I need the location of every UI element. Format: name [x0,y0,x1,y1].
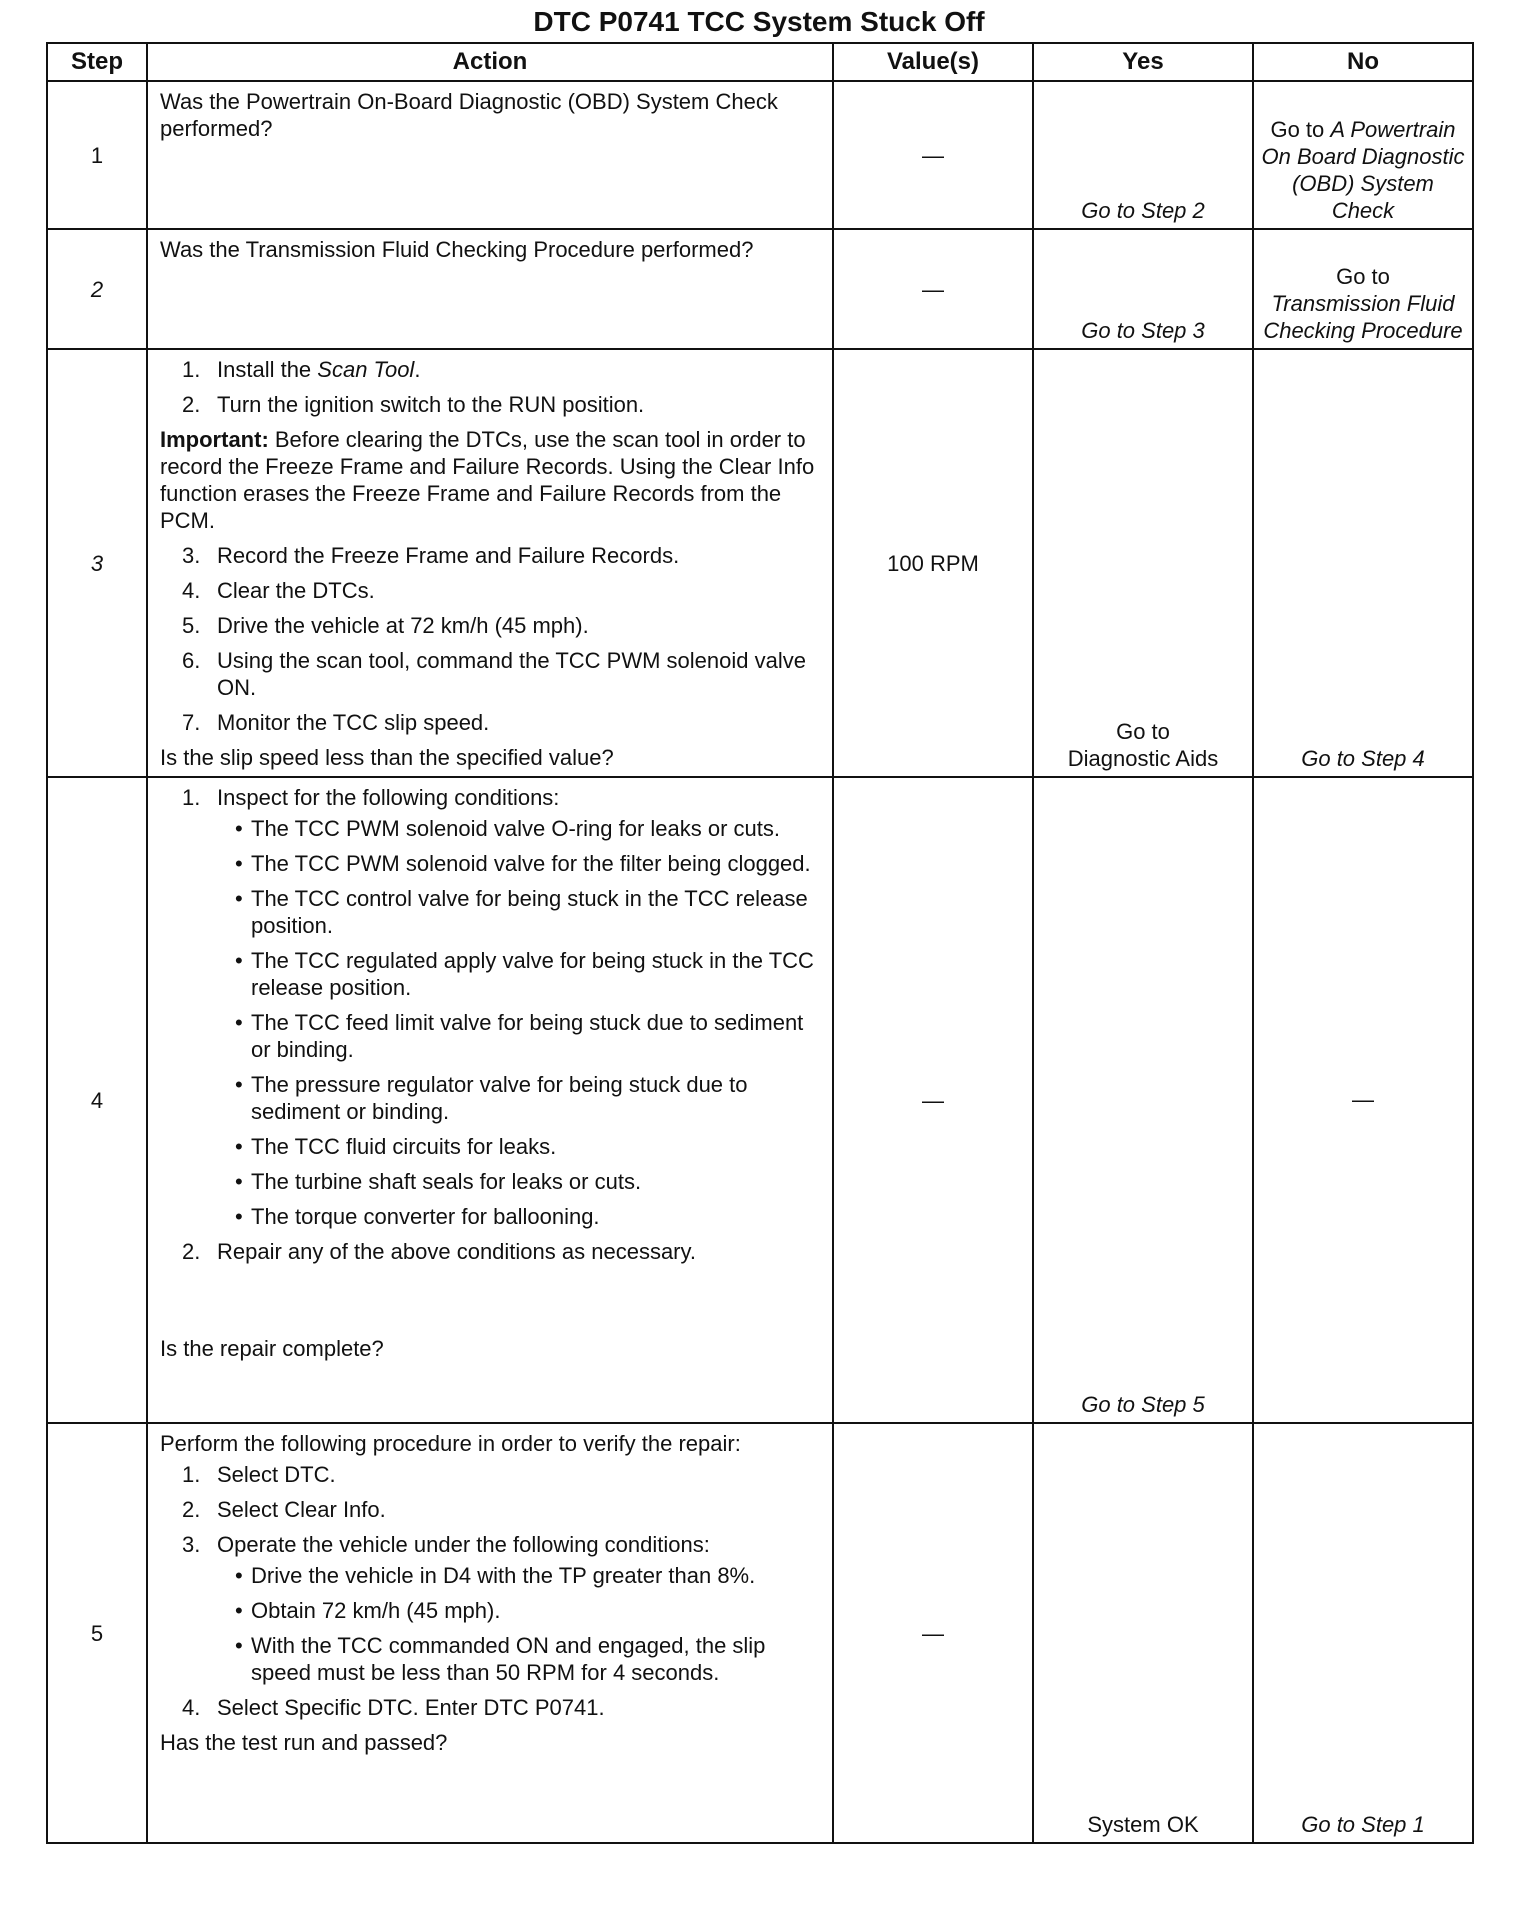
yes-cell: Go to Step 3 [1033,229,1253,349]
bullet-item: • The TCC PWM solenoid valve O-ring for leaks or cuts. [217,815,820,842]
action-text: Was the Powertrain On-Board Diagnostic (OBD) System Check performed? [160,89,778,141]
step-number: 4 [47,777,147,1423]
step-number: 1 [47,81,147,229]
list-item: 6. Using the scan tool, command the TCC PWM solenoid valve ON. [182,648,806,700]
important-note [160,426,820,534]
no-cell [1253,81,1473,229]
list-item: 4. Select Specific DTC. Enter DTC P0741. [182,1695,605,1720]
action-cell [147,1423,833,1843]
step-list-a [160,356,820,418]
page-title: DTC P0741 TCC System Stuck Off [533,6,985,37]
list-item: 2. Repair any of the above conditions as necessary. [182,1239,696,1264]
no-cell: — [1253,777,1473,1423]
bullet-item: • The TCC regulated apply valve for being stuck in the TCC release position. [217,947,820,1001]
value-cell: — [833,1423,1033,1843]
col-header-no: No [1253,43,1473,81]
question-text: Is the slip speed less than the specified value? [160,745,614,770]
no-cell [1253,229,1473,349]
bullet-item: • Drive the vehicle in D4 with the TP greater than 8%. [217,1562,820,1589]
action-cell [147,229,833,349]
value-cell: 100 RPM [833,349,1033,777]
yes-cell: Go to Diagnostic Aids [1033,349,1253,777]
action-cell [147,81,833,229]
list-item: 4. Clear the DTCs. [182,578,375,603]
header-row [47,43,1473,81]
table-row-step-5 [47,1423,1473,1843]
col-header-step: Step [47,43,147,81]
yes-cell: Go to Step 5 [1033,777,1253,1423]
step-list-b [160,542,820,736]
action-text: Was the Transmission Fluid Checking Procedure performed? [160,237,754,262]
col-header-action: Action [147,43,833,81]
action-cell [147,349,833,777]
bullet-item: • The turbine shaft seals for leaks or cuts. [217,1168,820,1195]
step-number: 2 [47,229,147,349]
diagnostic-table [46,42,1474,1844]
important-label: Important: [160,427,269,452]
table-row-step-2 [47,229,1473,349]
intro-text: Perform the following procedure in order to verify the repair: [160,1431,741,1456]
bullet-item: • The TCC control valve for being stuck in the TCC release position. [217,885,820,939]
col-header-values: Value(s) [833,43,1033,81]
important-text: Before clearing the DTCs, use the scan tool in order to record the Freeze Frame and Failure Records. Using the Clear Info function erases the Freeze Frame and Failure Records from the PCM. [160,427,815,533]
no-prefix: Go to [1270,117,1331,142]
condition-list [217,1562,820,1686]
list-item: 5. Drive the vehicle at 72 km/h (45 mph). [182,613,589,638]
bullet-item: • The torque converter for ballooning. [217,1203,820,1230]
bullet-item: • With the TCC commanded ON and engaged, the slip speed must be less than 50 RPM for 4 seconds. [217,1632,820,1686]
no-cell: Go to Step 1 [1253,1423,1473,1843]
step-number: 5 [47,1423,147,1843]
step-list [160,784,820,1265]
table-row-step-4 [47,777,1473,1423]
list-item: 2. Turn the ignition switch to the RUN position. [182,392,645,417]
step-list [160,1461,820,1721]
list-item: 3. Operate the vehicle under the following conditions: • Drive the vehicle in D4 with the TP greater than 8%. • Obtain 72 km/h (45 mph). • With the TCC commanded ON and engaged, the slip speed must be less than 50 RPM for 4 seconds. [160,1531,820,1686]
bullet-item: • Obtain 72 km/h (45 mph). [217,1597,820,1624]
no-link: Transmission Fluid Checking Procedure [1263,291,1463,343]
bullet-item: • The TCC fluid circuits for leaks. [217,1133,820,1160]
yes-cell: System OK [1033,1423,1253,1843]
value-cell: — [833,229,1033,349]
step-number: 3 [47,349,147,777]
list-item: 1. Inspect for the following conditions: • The TCC PWM solenoid valve O-ring for leaks or cuts. • The TCC PWM solenoid valve for the filter being clogged. • The TCC control valve for being stuck in the TCC release position. • The TCC regulated apply valve for being stuck in the TCC release position. • The TCC feed limit valve for being stuck due to sediment or binding. • The pressure regulator valve for being stuck due to sediment or binding. • The TCC fluid circuits for leaks. • The turbine shaft seals for leaks or cuts. • The torque converter for ballooning. [160,784,820,1230]
question-text: Has the test run and passed? [160,1730,448,1755]
no-link: A Powertrain On Board Diagnostic (OBD) System Check [1261,117,1465,223]
value-cell: — [833,777,1033,1423]
table-row-step-1 [47,81,1473,229]
action-cell [147,777,833,1423]
list-item: 2. Select Clear Info. [182,1497,386,1522]
bullet-item: • The TCC PWM solenoid valve for the filter being clogged. [217,850,820,877]
list-item: 3. Record the Freeze Frame and Failure Records. [182,543,680,568]
question-text: Is the repair complete? [160,1336,384,1361]
no-prefix: Go to [1336,264,1390,289]
table-row-step-3 [47,349,1473,777]
value-cell: — [833,81,1033,229]
list-item: 1. Select DTC. [182,1462,336,1487]
list-item: 7. Monitor the TCC slip speed. [182,710,490,735]
list-item: 1. Install the Scan Tool. [182,357,421,382]
bullet-item: • The TCC feed limit valve for being stuck due to sediment or binding. [217,1009,820,1063]
no-cell: Go to Step 4 [1253,349,1473,777]
yes-cell: Go to Step 2 [1033,81,1253,229]
condition-list [217,815,820,1230]
col-header-yes: Yes [1033,43,1253,81]
bullet-item: • The pressure regulator valve for being stuck due to sediment or binding. [217,1071,820,1125]
